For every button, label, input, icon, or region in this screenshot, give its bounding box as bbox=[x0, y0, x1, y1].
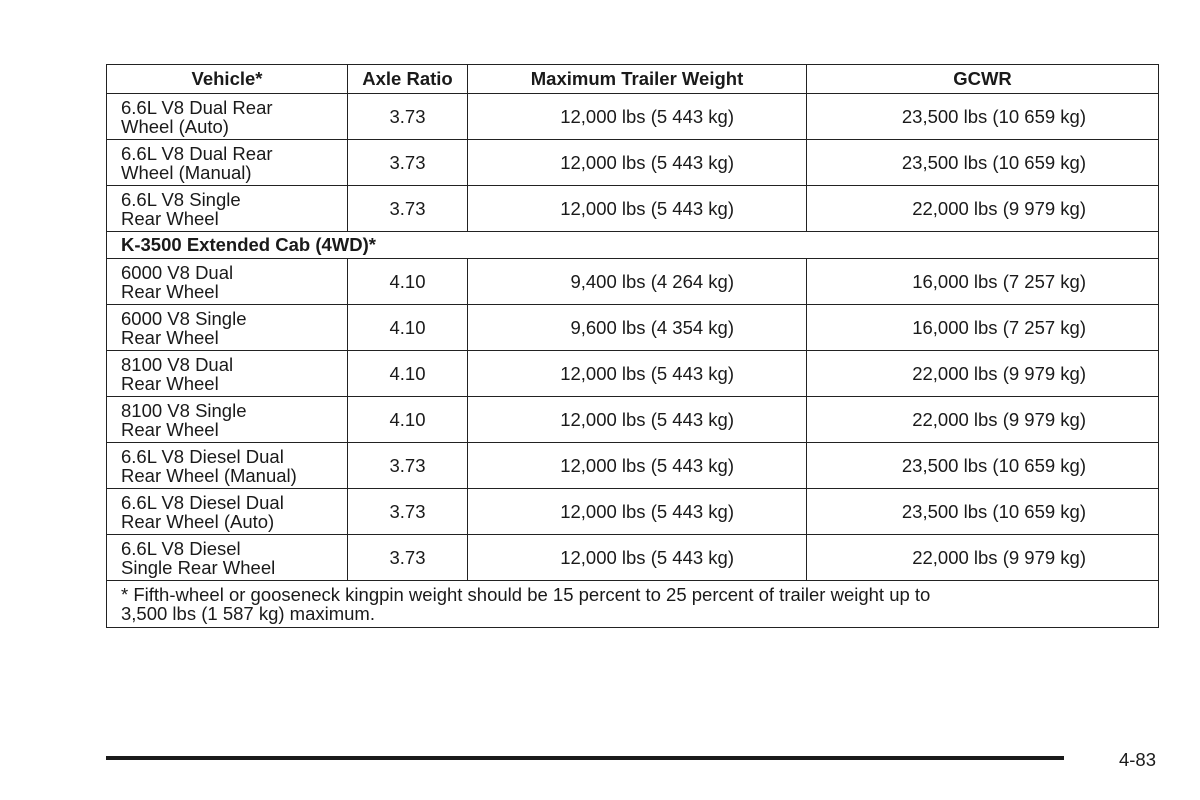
vehicle-cell bbox=[107, 186, 348, 232]
trailer-weight-table bbox=[106, 64, 1159, 628]
table-row bbox=[107, 489, 1159, 535]
gcwr-cell: 22,000 lbs (9 979 kg) bbox=[807, 535, 1159, 581]
footnote-line1: * Fifth-wheel or gooseneck kingpin weight should be 15 percent to 25 percent of trailer weight up to bbox=[121, 584, 931, 605]
axle-ratio-cell: 3.73 bbox=[348, 535, 468, 581]
vehicle-cell bbox=[107, 535, 348, 581]
vehicle-line1: 8100 V8 Single bbox=[121, 399, 247, 421]
vehicle-cell bbox=[107, 140, 348, 186]
section-header-row bbox=[107, 232, 1159, 259]
vehicle-cell bbox=[107, 305, 348, 351]
header-max-trailer-weight: Maximum Trailer Weight bbox=[468, 65, 807, 94]
vehicle-line2: Rear Wheel bbox=[121, 207, 219, 229]
vehicle-line2: Rear Wheel bbox=[121, 280, 219, 302]
axle-ratio-cell: 3.73 bbox=[348, 489, 468, 535]
max-trailer-weight-cell: 12,000 lbs (5 443 kg) bbox=[468, 94, 807, 140]
vehicle-line1: 6.6L V8 Single bbox=[121, 188, 241, 210]
footnote-row bbox=[107, 581, 1159, 628]
vehicle-line1: 8100 V8 Dual bbox=[121, 353, 234, 375]
max-trailer-weight-cell: 12,000 lbs (5 443 kg) bbox=[468, 351, 807, 397]
vehicle-line2: Rear Wheel (Manual) bbox=[121, 464, 297, 486]
gcwr-cell: 23,500 lbs (10 659 kg) bbox=[807, 140, 1159, 186]
gcwr-cell: 16,000 lbs (7 257 kg) bbox=[807, 305, 1159, 351]
vehicle-line1: 6000 V8 Dual bbox=[121, 261, 234, 283]
table-header-row bbox=[107, 65, 1159, 94]
gcwr-cell: 16,000 lbs (7 257 kg) bbox=[807, 259, 1159, 305]
vehicle-cell bbox=[107, 397, 348, 443]
vehicle-line2: Wheel (Auto) bbox=[121, 115, 229, 137]
header-axle-ratio: Axle Ratio bbox=[348, 65, 468, 94]
vehicle-cell bbox=[107, 351, 348, 397]
vehicle-line1: 6.6L V8 Diesel bbox=[121, 537, 241, 559]
table-row bbox=[107, 305, 1159, 351]
page-number: 4-83 bbox=[1118, 749, 1156, 770]
max-trailer-weight-cell: 12,000 lbs (5 443 kg) bbox=[468, 535, 807, 581]
table-row bbox=[107, 259, 1159, 305]
vehicle-cell bbox=[107, 259, 348, 305]
gcwr-cell: 22,000 lbs (9 979 kg) bbox=[807, 397, 1159, 443]
vehicle-line1: 6000 V8 Single bbox=[121, 307, 247, 329]
table-row bbox=[107, 186, 1159, 232]
vehicle-line2: Rear Wheel bbox=[121, 372, 219, 394]
table-row bbox=[107, 351, 1159, 397]
gcwr-cell: 23,500 lbs (10 659 kg) bbox=[807, 94, 1159, 140]
vehicle-cell bbox=[107, 489, 348, 535]
vehicle-line1: 6.6L V8 Diesel Dual bbox=[121, 491, 284, 513]
table-row bbox=[107, 397, 1159, 443]
axle-ratio-cell: 4.10 bbox=[348, 397, 468, 443]
table-row bbox=[107, 443, 1159, 489]
max-trailer-weight-cell: 12,000 lbs (5 443 kg) bbox=[468, 489, 807, 535]
table-row bbox=[107, 94, 1159, 140]
vehicle-line1: 6.6L V8 Dual Rear bbox=[121, 142, 273, 164]
header-gcwr: GCWR bbox=[807, 65, 1159, 94]
vehicle-cell bbox=[107, 443, 348, 489]
axle-ratio-cell: 4.10 bbox=[348, 351, 468, 397]
gcwr-cell: 22,000 lbs (9 979 kg) bbox=[807, 186, 1159, 232]
gcwr-cell: 22,000 lbs (9 979 kg) bbox=[807, 351, 1159, 397]
max-trailer-weight-cell: 9,400 lbs (4 264 kg) bbox=[468, 259, 807, 305]
table-row bbox=[107, 535, 1159, 581]
header-vehicle: Vehicle* bbox=[107, 65, 348, 94]
vehicle-line2: Wheel (Manual) bbox=[121, 161, 252, 183]
max-trailer-weight-cell: 12,000 lbs (5 443 kg) bbox=[468, 443, 807, 489]
gcwr-cell: 23,500 lbs (10 659 kg) bbox=[807, 443, 1159, 489]
vehicle-line2: Single Rear Wheel bbox=[121, 556, 276, 578]
axle-ratio-cell: 3.73 bbox=[348, 186, 468, 232]
vehicle-line1: 6.6L V8 Dual Rear bbox=[121, 96, 273, 118]
vehicle-line2: Rear Wheel bbox=[121, 326, 219, 348]
vehicle-line1: 6.6L V8 Diesel Dual bbox=[121, 445, 284, 467]
max-trailer-weight-cell: 9,600 lbs (4 354 kg) bbox=[468, 305, 807, 351]
axle-ratio-cell: 3.73 bbox=[348, 140, 468, 186]
vehicle-cell bbox=[107, 94, 348, 140]
section-title: K-3500 Extended Cab (4WD)* bbox=[107, 232, 1159, 259]
axle-ratio-cell: 3.73 bbox=[348, 94, 468, 140]
vehicle-line2: Rear Wheel (Auto) bbox=[121, 510, 275, 532]
axle-ratio-cell: 4.10 bbox=[348, 305, 468, 351]
table-row bbox=[107, 140, 1159, 186]
max-trailer-weight-cell: 12,000 lbs (5 443 kg) bbox=[468, 140, 807, 186]
axle-ratio-cell: 4.10 bbox=[348, 259, 468, 305]
footer-rule bbox=[106, 756, 1064, 760]
max-trailer-weight-cell: 12,000 lbs (5 443 kg) bbox=[468, 186, 807, 232]
gcwr-cell: 23,500 lbs (10 659 kg) bbox=[807, 489, 1159, 535]
footnote-line2: 3,500 lbs (1 587 kg) maximum. bbox=[121, 603, 375, 624]
vehicle-line2: Rear Wheel bbox=[121, 418, 219, 440]
max-trailer-weight-cell: 12,000 lbs (5 443 kg) bbox=[468, 397, 807, 443]
axle-ratio-cell: 3.73 bbox=[348, 443, 468, 489]
footnote bbox=[107, 581, 1159, 628]
